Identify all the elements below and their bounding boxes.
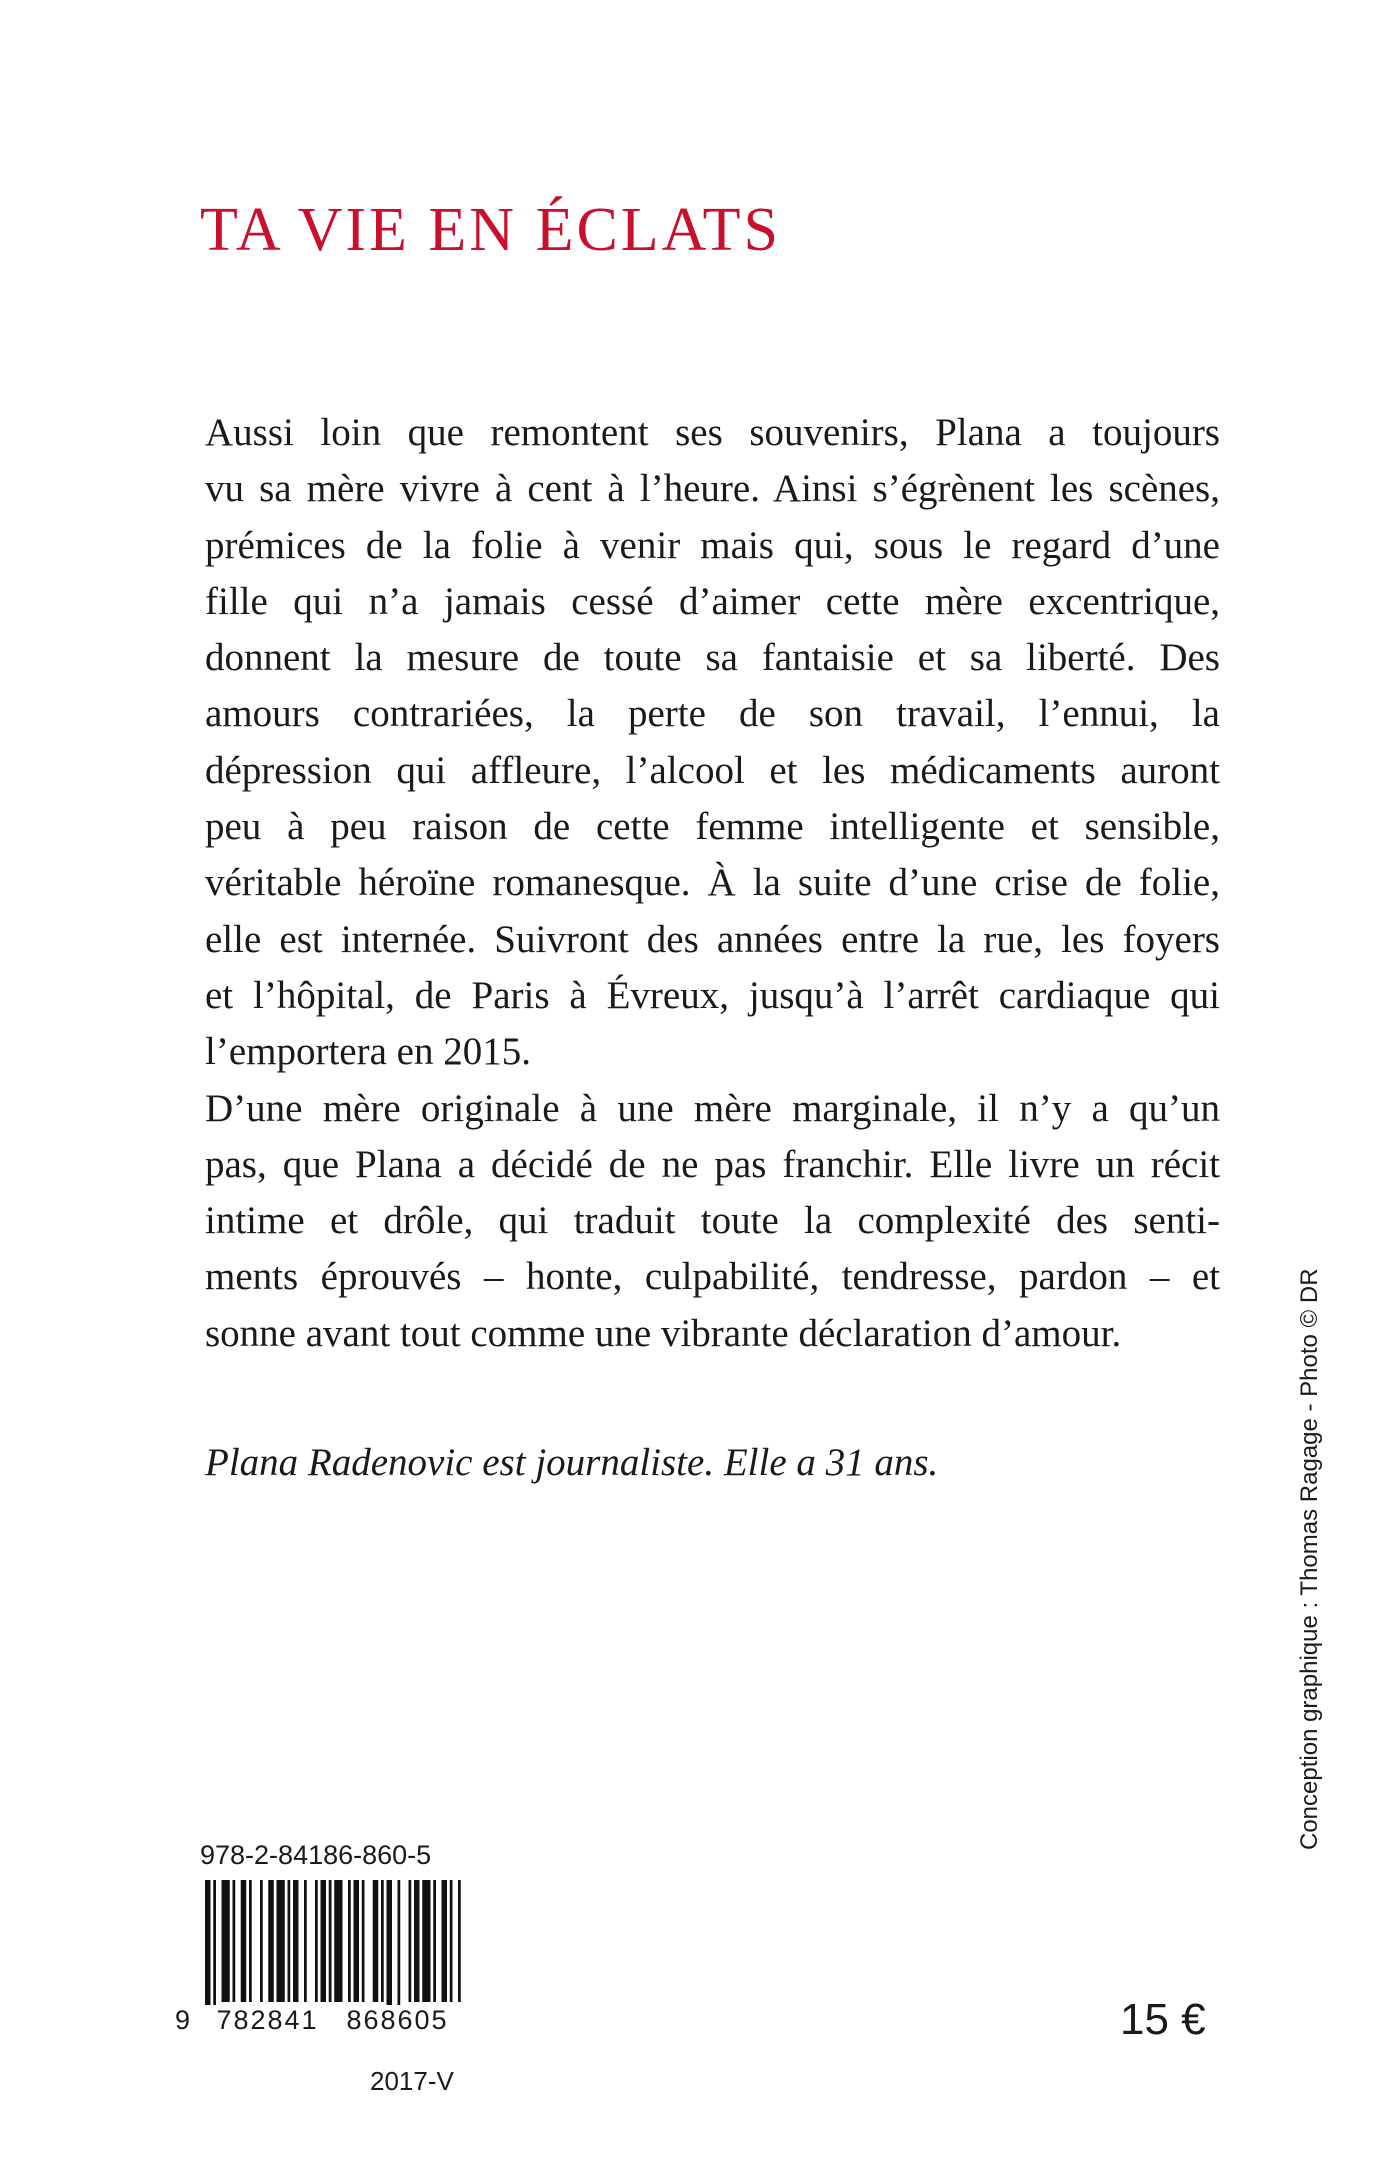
barcode-bar xyxy=(442,1880,448,2002)
blurb-line: l’emportera en 2015. xyxy=(205,1030,531,1074)
barcode-bar xyxy=(249,1880,252,2002)
author-note: Plana Radenovic est journaliste. Elle a 31 ans. xyxy=(205,1441,939,1484)
barcode-bar xyxy=(222,1880,230,2002)
barcode-group-1: 782841 xyxy=(205,2005,330,2036)
blurb-line: et l’hôpital, de Paris à Évreux, jusqu’à l’arrêt cardiaque qui xyxy=(205,973,1220,1017)
barcode-bar xyxy=(409,1880,412,2002)
barcode-bar xyxy=(373,1880,379,2002)
barcode-bar xyxy=(450,1880,453,2002)
barcode-bar xyxy=(381,1880,384,2002)
barcode-bar xyxy=(304,1880,307,2002)
barcode-bar xyxy=(213,1880,216,2020)
blurb-line: ments éprouvés – honte, culpabilité, tendresse, pardon – et xyxy=(205,1255,1220,1299)
blurb-line: vu sa mère vivre à cent à l’heure. Ainsi s’égrènent les scènes, xyxy=(205,467,1220,511)
blurb-line: dépression qui affleure, l’alcool et les médicaments auront xyxy=(205,748,1220,792)
barcode-bar xyxy=(398,1880,401,2020)
barcode-bar xyxy=(268,1880,274,2002)
barcode-bar xyxy=(205,1880,211,2020)
price: 15 € xyxy=(1120,1995,1206,2044)
barcode-bar xyxy=(329,1880,332,2002)
blurb-line: Aussi loin que remontent ses souvenirs, Plana a toujours xyxy=(205,411,1220,454)
barcode-group-2: 868605 xyxy=(335,2005,460,2036)
blurb-line: peu à peu raison de cette femme intelligente et sensible, xyxy=(205,805,1220,849)
blurb-line: sonne avant tout comme une vibrante déclaration d’amour. xyxy=(205,1311,1122,1355)
barcode-bar xyxy=(321,1880,327,2002)
barcode-bar xyxy=(315,1880,318,2002)
blurb-line: donnent la mesure de toute sa fantaisie et sa liberté. Des xyxy=(205,636,1220,680)
blurb-line: fille qui n’a jamais cessé d’aimer cette mère excentrique, xyxy=(205,579,1220,623)
barcode-bar xyxy=(241,1880,247,2002)
barcode-bar xyxy=(260,1880,263,2002)
blurb xyxy=(205,405,1220,1362)
blurb-line: prémices de la folie à venir mais qui, sous le regard d’une xyxy=(205,523,1220,567)
barcode-bar xyxy=(387,1880,393,2020)
barcode-bar xyxy=(233,1880,236,2002)
barcode-bar xyxy=(288,1880,291,2002)
barcode-bar xyxy=(348,1880,351,2002)
barcode-bar xyxy=(458,1880,461,2002)
barcode-bar xyxy=(362,1880,365,2002)
blurb-line: D’une mère originale à une mère marginale, il n’y a qu’un xyxy=(205,1086,1220,1130)
edition-code: 2017-V xyxy=(370,2066,454,2096)
barcode-bar xyxy=(277,1880,285,2002)
barcode-first-digit: 9 xyxy=(175,2005,191,2035)
blurb-line: pas, que Plana a décidé de ne pas franchir. Elle livre un récit xyxy=(205,1142,1220,1186)
blurb-line: elle est internée. Suivront des années entre la rue, les foyers xyxy=(205,917,1220,961)
barcode-bar xyxy=(334,1880,342,2002)
barcode-bar xyxy=(293,1880,299,2002)
barcode xyxy=(175,1880,470,2040)
isbn-number: 978-2-84186-860-5 xyxy=(200,1840,432,1870)
blurb-line: intime et drôle, qui traduit toute la complexité des senti- xyxy=(205,1199,1220,1243)
book-title: TA VIE EN ÉCLATS xyxy=(200,196,781,264)
barcode-bar xyxy=(414,1880,420,2002)
blurb-line: véritable héroïne romanesque. À la suite d’une crise de folie, xyxy=(205,861,1220,905)
barcode-bar xyxy=(354,1880,360,2002)
barcode-bar xyxy=(422,1880,430,2002)
barcode-bar xyxy=(433,1880,436,2002)
blurb-line: amours contrariées, la perte de son travail, l’ennui, la xyxy=(205,692,1220,736)
design-credit: Conception graphique : Thomas Ragage - Photo © DR xyxy=(1296,1268,1323,1850)
